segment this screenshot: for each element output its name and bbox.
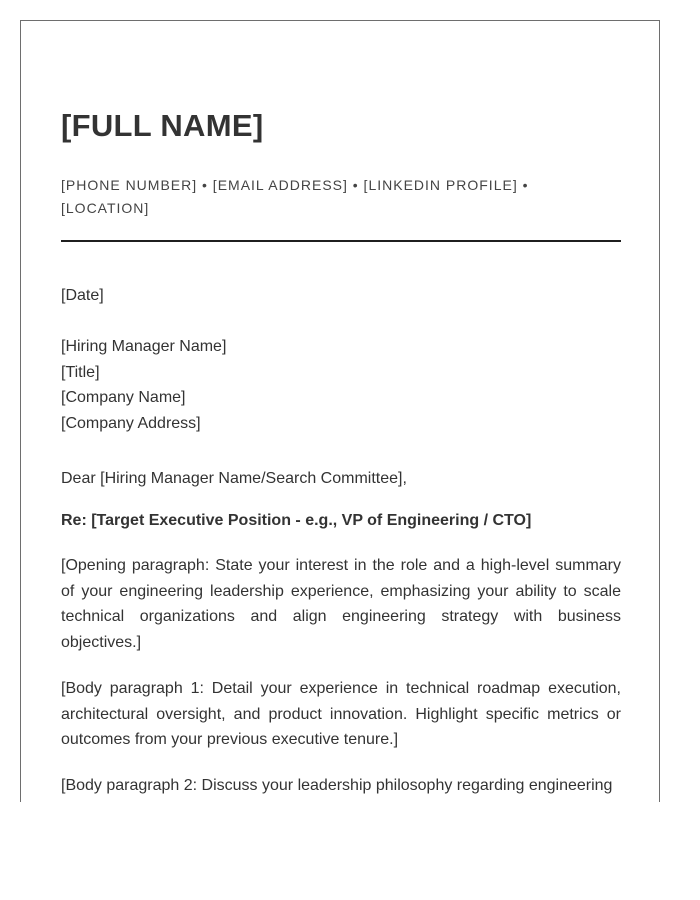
recipient-company-name: [Company Name] [61, 389, 186, 406]
contact-info-line: [PHONE NUMBER] • [EMAIL ADDRESS] • [LINKEDIN PROFILE] • [LOCATION] [61, 177, 529, 216]
body-paragraph-1: [Body paragraph 1: Detail your experience in technical roadmap execution, architectural oversight, and product innovation. Highlight specific metrics or outcomes from your previous executive tenure.] [61, 680, 621, 748]
recipient-title: [Title] [61, 363, 100, 381]
recipient-company-address: [Company Address] [61, 414, 201, 432]
subject-line: Re: [Target Executive Position - e.g., VP of Engineering / CTO] [61, 512, 532, 529]
recipient-block [61, 334, 226, 436]
letter-page [20, 20, 660, 802]
full-name-heading: [FULL NAME] [61, 108, 264, 143]
letter-date: [Date] [61, 287, 104, 304]
header-divider [61, 240, 621, 242]
opening-paragraph: [Opening paragraph: State your interest in the role and a high-level summary of your engineering leadership experience, emphasizing your ability to scale technical organizations and align engineering strategy with business objectives.] [61, 557, 621, 651]
recipient-name: [Hiring Manager Name] [61, 338, 227, 355]
salutation: Dear [Hiring Manager Name/Search Committee], [61, 470, 407, 487]
body-paragraph-2: [Body paragraph 2: Discuss your leadership philosophy regarding engineering [61, 777, 613, 794]
